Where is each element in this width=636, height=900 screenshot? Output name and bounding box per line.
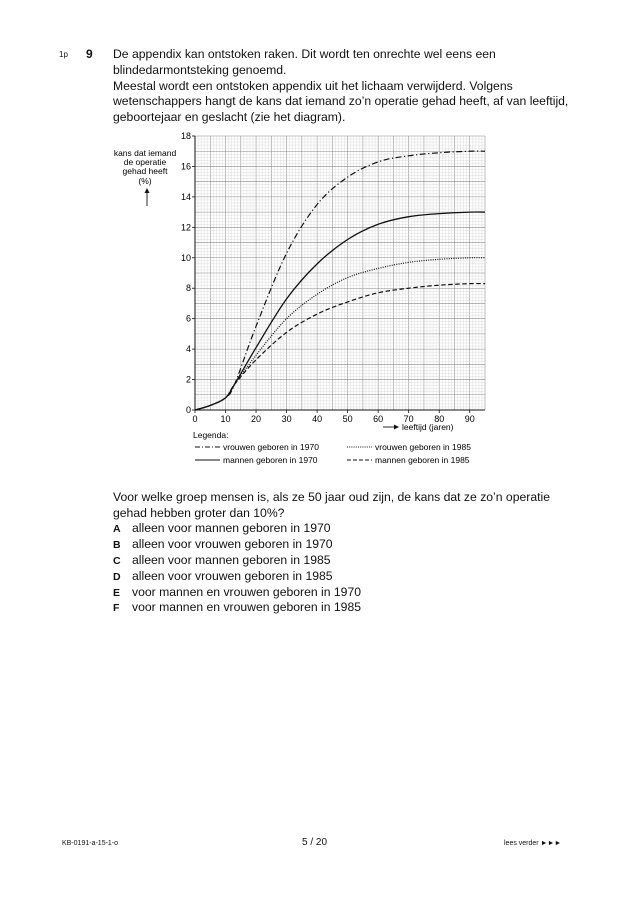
legend-label-vrouwen-1970: vrouwen geboren in 1970 [223,442,319,452]
option-letter: A [113,523,121,535]
answer-option-a[interactable] [113,521,361,537]
question-number: 9 [86,47,93,61]
option-letter: D [113,570,121,583]
x-tick-label: 30 [281,414,292,424]
continue-label: lees verder ►►► [504,840,562,847]
x-tick-label: 10 [220,414,231,424]
y-tick-label: 2 [185,374,191,385]
appendix-operation-chart [100,128,500,473]
question-prompt: Voor welke groep mensen is, als ze 50 jaar oud zijn, de kans dat ze zo’n operatie gehad hebben groter dan 10%? [113,490,550,520]
page-number: 5 / 20 [302,837,328,848]
y-tick-label: 14 [180,191,191,202]
x-axis-label-text: leeftijd (jaren) [402,422,454,432]
option-letter: C [113,554,121,567]
y-tick-label: 12 [180,222,191,233]
legend-label-vrouwen-1985: vrouwen geboren in 1985 [375,442,471,452]
intro-paragraph: Meestal wordt een ontstoken appendix uit het lichaam verwijderd. Volgens wetenschappers hangt de kans dat iemand zo’n operatie gehad heeft, af van leeftijd, geboortejaar en geslacht (zie het diagram). [113,78,569,125]
question-intro [113,47,583,126]
x-axis-label [383,422,454,432]
answer-option-f[interactable] [113,600,361,616]
x-tick-label: 40 [312,414,323,424]
series-line-vrouwen-geboren-in-1970 [195,151,485,410]
option-letter: B [113,538,121,551]
y-axis-label-line: kans dat iemand [113,148,177,158]
series-line-mannen-geboren-in-1985 [195,284,485,410]
option-text: voor mannen en vrouwen geboren in 1970 [132,584,362,599]
y-tick-label: 18 [180,131,191,141]
option-text: voor mannen en vrouwen geboren in 1985 [132,600,362,615]
option-letter: F [113,602,120,615]
document-code: KB-0191-a-15-1-o [62,840,119,847]
legend-title: Legenda: [193,430,229,440]
y-axis-label [114,148,177,206]
y-tick-label: 16 [180,161,191,172]
intro-paragraph: De appendix kan ontstoken raken. Dit wordt ten onrechte wel eens een blindedarmontsteking genoemd. [113,47,496,77]
legend-label-mannen-1985: mannen geboren in 1985 [375,455,470,465]
option-text: alleen voor mannen geboren in 1985 [132,552,331,567]
answer-option-b[interactable] [113,537,361,553]
answer-option-e[interactable] [113,585,361,601]
x-tick-label: 50 [342,414,353,424]
x-tick-label: 80 [434,414,445,424]
option-text: alleen voor mannen geboren in 1970 [132,521,331,535]
answer-options [113,521,361,616]
option-letter: E [113,586,121,599]
chart-grid [195,136,485,410]
chart-legend [193,430,471,465]
y-axis-label-line: de operatie [123,157,167,167]
legend-label-mannen-1970: mannen geboren in 1970 [223,455,318,465]
y-axis-arrowhead [145,188,150,193]
y-axis-label-line: (%) [138,176,152,186]
y-tick-label: 4 [185,344,191,355]
option-text: alleen voor vrouwen geboren in 1985 [132,568,333,583]
chart-series [195,151,485,410]
x-tick-label: 90 [464,414,475,424]
y-tick-label: 10 [180,252,191,263]
x-tick-label: 60 [373,414,384,424]
chart-ticks [181,131,475,424]
y-tick-label: 0 [185,405,191,415]
option-text: alleen voor vrouwen geboren in 1970 [132,536,333,551]
answer-option-d[interactable] [113,569,361,585]
x-tick-label: 70 [403,414,414,424]
y-axis-label-line: gehad heeft [122,166,168,176]
points-label: 1p [59,50,68,59]
x-tick-label: 20 [251,414,262,424]
series-line-mannen-geboren-in-1970 [195,212,485,410]
y-tick-label: 8 [185,283,191,294]
x-axis-arrowhead [394,425,399,430]
y-tick-label: 6 [185,313,191,324]
x-tick-label: 0 [192,414,198,424]
answer-option-c[interactable] [113,553,361,569]
